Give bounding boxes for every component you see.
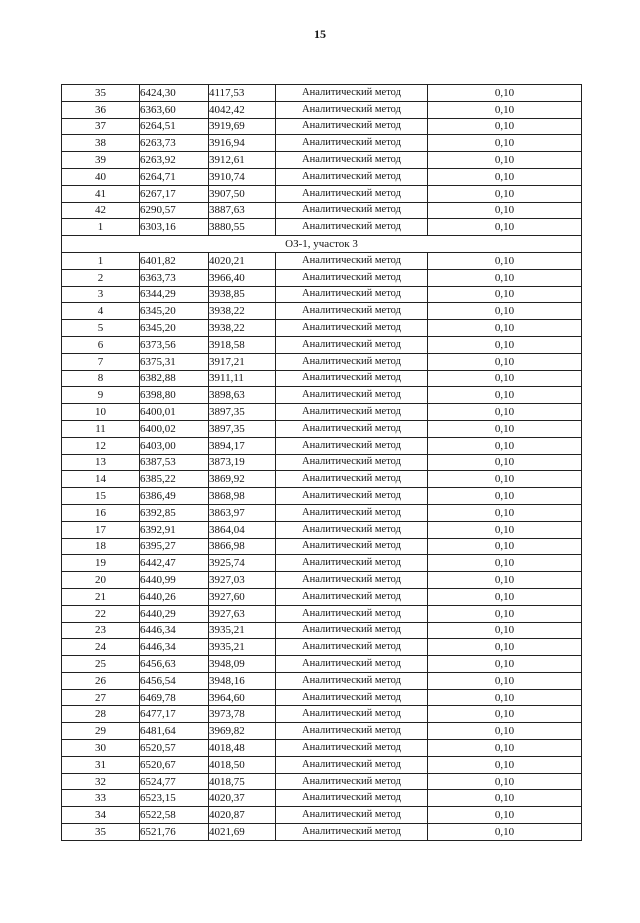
accuracy-cell: 0,10 xyxy=(428,118,582,135)
method-cell: Аналитический метод xyxy=(276,387,428,404)
point-number-cell: 28 xyxy=(62,706,140,723)
table-row xyxy=(62,471,582,488)
method-cell: Аналитический метод xyxy=(276,756,428,773)
x-coordinate-cell: 6398,80 xyxy=(140,387,209,404)
y-coordinate-cell: 3917,21 xyxy=(209,353,276,370)
accuracy-cell: 0,10 xyxy=(428,504,582,521)
x-coordinate-cell: 6440,26 xyxy=(140,588,209,605)
method-cell: Аналитический метод xyxy=(276,706,428,723)
y-coordinate-cell: 3938,22 xyxy=(209,320,276,337)
y-coordinate-cell: 3918,58 xyxy=(209,336,276,353)
x-coordinate-cell: 6446,34 xyxy=(140,622,209,639)
accuracy-cell: 0,10 xyxy=(428,336,582,353)
x-coordinate-cell: 6385,22 xyxy=(140,471,209,488)
point-number-cell: 33 xyxy=(62,790,140,807)
table-row xyxy=(62,437,582,454)
y-coordinate-cell: 3935,21 xyxy=(209,622,276,639)
x-coordinate-cell: 6424,30 xyxy=(140,85,209,102)
point-number-cell: 31 xyxy=(62,756,140,773)
table-row xyxy=(62,723,582,740)
table-row xyxy=(62,269,582,286)
table-row xyxy=(62,773,582,790)
table-row xyxy=(62,454,582,471)
page-number: 15 xyxy=(314,27,326,41)
table-row xyxy=(62,572,582,589)
method-cell: Аналитический метод xyxy=(276,639,428,656)
accuracy-cell: 0,10 xyxy=(428,706,582,723)
accuracy-cell: 0,10 xyxy=(428,639,582,656)
accuracy-cell: 0,10 xyxy=(428,252,582,269)
section-header-row xyxy=(62,236,582,253)
table-row xyxy=(62,588,582,605)
method-cell: Аналитический метод xyxy=(276,320,428,337)
x-coordinate-cell: 6442,47 xyxy=(140,555,209,572)
method-cell: Аналитический метод xyxy=(276,269,428,286)
table-row xyxy=(62,219,582,236)
table-row xyxy=(62,370,582,387)
point-number-cell: 35 xyxy=(62,85,140,102)
point-number-cell: 35 xyxy=(62,824,140,841)
accuracy-cell: 0,10 xyxy=(428,723,582,740)
x-coordinate-cell: 6520,67 xyxy=(140,756,209,773)
method-cell: Аналитический метод xyxy=(276,538,428,555)
point-number-cell: 36 xyxy=(62,101,140,118)
method-cell: Аналитический метод xyxy=(276,420,428,437)
accuracy-cell: 0,10 xyxy=(428,320,582,337)
y-coordinate-cell: 3948,09 xyxy=(209,656,276,673)
table-row xyxy=(62,185,582,202)
point-number-cell: 12 xyxy=(62,437,140,454)
table-row xyxy=(62,353,582,370)
table-row xyxy=(62,807,582,824)
y-coordinate-cell: 3869,92 xyxy=(209,471,276,488)
accuracy-cell: 0,10 xyxy=(428,471,582,488)
accuracy-cell: 0,10 xyxy=(428,353,582,370)
x-coordinate-cell: 6469,78 xyxy=(140,689,209,706)
point-number-cell: 3 xyxy=(62,286,140,303)
table-row xyxy=(62,336,582,353)
point-number-cell: 32 xyxy=(62,773,140,790)
accuracy-cell: 0,10 xyxy=(428,824,582,841)
x-coordinate-cell: 6522,58 xyxy=(140,807,209,824)
point-number-cell: 25 xyxy=(62,656,140,673)
x-coordinate-cell: 6373,56 xyxy=(140,336,209,353)
accuracy-cell: 0,10 xyxy=(428,538,582,555)
method-cell: Аналитический метод xyxy=(276,555,428,572)
table-row xyxy=(62,387,582,404)
point-number-cell: 38 xyxy=(62,135,140,152)
method-cell: Аналитический метод xyxy=(276,185,428,202)
point-number-cell: 30 xyxy=(62,740,140,757)
table-row xyxy=(62,152,582,169)
x-coordinate-cell: 6345,20 xyxy=(140,320,209,337)
accuracy-cell: 0,10 xyxy=(428,168,582,185)
point-number-cell: 2 xyxy=(62,269,140,286)
y-coordinate-cell: 3948,16 xyxy=(209,672,276,689)
point-number-cell: 22 xyxy=(62,605,140,622)
method-cell: Аналитический метод xyxy=(276,152,428,169)
x-coordinate-cell: 6523,15 xyxy=(140,790,209,807)
point-number-cell: 15 xyxy=(62,488,140,505)
table-row xyxy=(62,135,582,152)
point-number-cell: 13 xyxy=(62,454,140,471)
method-cell: Аналитический метод xyxy=(276,672,428,689)
x-coordinate-cell: 6344,29 xyxy=(140,286,209,303)
table-row xyxy=(62,756,582,773)
point-number-cell: 37 xyxy=(62,118,140,135)
accuracy-cell: 0,10 xyxy=(428,202,582,219)
coordinates-table xyxy=(61,84,582,841)
point-number-cell: 40 xyxy=(62,168,140,185)
table-body-section-3 xyxy=(62,252,582,840)
y-coordinate-cell: 3912,61 xyxy=(209,152,276,169)
accuracy-cell: 0,10 xyxy=(428,286,582,303)
x-coordinate-cell: 6263,73 xyxy=(140,135,209,152)
y-coordinate-cell: 3894,17 xyxy=(209,437,276,454)
point-number-cell: 1 xyxy=(62,252,140,269)
table-body-before-section xyxy=(62,85,582,236)
y-coordinate-cell: 3864,04 xyxy=(209,521,276,538)
point-number-cell: 26 xyxy=(62,672,140,689)
method-cell: Аналитический метод xyxy=(276,336,428,353)
accuracy-cell: 0,10 xyxy=(428,454,582,471)
method-cell: Аналитический метод xyxy=(276,740,428,757)
y-coordinate-cell: 3897,35 xyxy=(209,420,276,437)
table-row xyxy=(62,85,582,102)
method-cell: Аналитический метод xyxy=(276,303,428,320)
method-cell: Аналитический метод xyxy=(276,656,428,673)
table-row xyxy=(62,790,582,807)
table-row xyxy=(62,521,582,538)
point-number-cell: 9 xyxy=(62,387,140,404)
point-number-cell: 11 xyxy=(62,420,140,437)
point-number-cell: 23 xyxy=(62,622,140,639)
method-cell: Аналитический метод xyxy=(276,202,428,219)
point-number-cell: 10 xyxy=(62,404,140,421)
x-coordinate-cell: 6267,17 xyxy=(140,185,209,202)
point-number-cell: 4 xyxy=(62,303,140,320)
accuracy-cell: 0,10 xyxy=(428,740,582,757)
y-coordinate-cell: 3880,55 xyxy=(209,219,276,236)
accuracy-cell: 0,10 xyxy=(428,605,582,622)
x-coordinate-cell: 6303,16 xyxy=(140,219,209,236)
method-cell: Аналитический метод xyxy=(276,773,428,790)
y-coordinate-cell: 3873,19 xyxy=(209,454,276,471)
y-coordinate-cell: 3910,74 xyxy=(209,168,276,185)
point-number-cell: 5 xyxy=(62,320,140,337)
y-coordinate-cell: 3935,21 xyxy=(209,639,276,656)
accuracy-cell: 0,10 xyxy=(428,555,582,572)
accuracy-cell: 0,10 xyxy=(428,219,582,236)
accuracy-cell: 0,10 xyxy=(428,790,582,807)
point-number-cell: 27 xyxy=(62,689,140,706)
point-number-cell: 16 xyxy=(62,504,140,521)
x-coordinate-cell: 6290,57 xyxy=(140,202,209,219)
method-cell: Аналитический метод xyxy=(276,622,428,639)
point-number-cell: 17 xyxy=(62,521,140,538)
method-cell: Аналитический метод xyxy=(276,488,428,505)
y-coordinate-cell: 3966,40 xyxy=(209,269,276,286)
x-coordinate-cell: 6345,20 xyxy=(140,303,209,320)
y-coordinate-cell: 3964,60 xyxy=(209,689,276,706)
x-coordinate-cell: 6401,82 xyxy=(140,252,209,269)
x-coordinate-cell: 6521,76 xyxy=(140,824,209,841)
y-coordinate-cell: 3927,60 xyxy=(209,588,276,605)
accuracy-cell: 0,10 xyxy=(428,488,582,505)
table-row xyxy=(62,672,582,689)
accuracy-cell: 0,10 xyxy=(428,370,582,387)
method-cell: Аналитический метод xyxy=(276,807,428,824)
table-row xyxy=(62,420,582,437)
method-cell: Аналитический метод xyxy=(276,588,428,605)
section-header-body xyxy=(62,236,582,253)
table-row xyxy=(62,118,582,135)
accuracy-cell: 0,10 xyxy=(428,420,582,437)
x-coordinate-cell: 6363,60 xyxy=(140,101,209,118)
point-number-cell: 20 xyxy=(62,572,140,589)
x-coordinate-cell: 6456,54 xyxy=(140,672,209,689)
method-cell: Аналитический метод xyxy=(276,370,428,387)
point-number-cell: 7 xyxy=(62,353,140,370)
table-row xyxy=(62,252,582,269)
x-coordinate-cell: 6395,27 xyxy=(140,538,209,555)
method-cell: Аналитический метод xyxy=(276,353,428,370)
table-row xyxy=(62,320,582,337)
y-coordinate-cell: 4042,42 xyxy=(209,101,276,118)
x-coordinate-cell: 6456,63 xyxy=(140,656,209,673)
accuracy-cell: 0,10 xyxy=(428,773,582,790)
method-cell: Аналитический метод xyxy=(276,101,428,118)
accuracy-cell: 0,10 xyxy=(428,135,582,152)
x-coordinate-cell: 6392,91 xyxy=(140,521,209,538)
y-coordinate-cell: 3969,82 xyxy=(209,723,276,740)
accuracy-cell: 0,10 xyxy=(428,152,582,169)
table-row xyxy=(62,656,582,673)
x-coordinate-cell: 6400,01 xyxy=(140,404,209,421)
point-number-cell: 6 xyxy=(62,336,140,353)
y-coordinate-cell: 4018,50 xyxy=(209,756,276,773)
y-coordinate-cell: 3919,69 xyxy=(209,118,276,135)
point-number-cell: 1 xyxy=(62,219,140,236)
accuracy-cell: 0,10 xyxy=(428,656,582,673)
y-coordinate-cell: 4020,87 xyxy=(209,807,276,824)
method-cell: Аналитический метод xyxy=(276,252,428,269)
x-coordinate-cell: 6446,34 xyxy=(140,639,209,656)
accuracy-cell: 0,10 xyxy=(428,303,582,320)
table-row xyxy=(62,622,582,639)
table-row xyxy=(62,504,582,521)
method-cell: Аналитический метод xyxy=(276,118,428,135)
table-row xyxy=(62,639,582,656)
table-row xyxy=(62,605,582,622)
table-row xyxy=(62,168,582,185)
x-coordinate-cell: 6387,53 xyxy=(140,454,209,471)
accuracy-cell: 0,10 xyxy=(428,404,582,421)
x-coordinate-cell: 6403,00 xyxy=(140,437,209,454)
method-cell: Аналитический метод xyxy=(276,504,428,521)
point-number-cell: 41 xyxy=(62,185,140,202)
table-row xyxy=(62,740,582,757)
y-coordinate-cell: 3938,85 xyxy=(209,286,276,303)
table-row xyxy=(62,555,582,572)
table-row xyxy=(62,824,582,841)
table-row xyxy=(62,488,582,505)
point-number-cell: 39 xyxy=(62,152,140,169)
method-cell: Аналитический метод xyxy=(276,135,428,152)
method-cell: Аналитический метод xyxy=(276,723,428,740)
y-coordinate-cell: 4020,21 xyxy=(209,252,276,269)
accuracy-cell: 0,10 xyxy=(428,672,582,689)
x-coordinate-cell: 6520,57 xyxy=(140,740,209,757)
x-coordinate-cell: 6477,17 xyxy=(140,706,209,723)
method-cell: Аналитический метод xyxy=(276,824,428,841)
y-coordinate-cell: 4018,48 xyxy=(209,740,276,757)
point-number-cell: 24 xyxy=(62,639,140,656)
y-coordinate-cell: 3866,98 xyxy=(209,538,276,555)
point-number-cell: 42 xyxy=(62,202,140,219)
y-coordinate-cell: 3868,98 xyxy=(209,488,276,505)
point-number-cell: 34 xyxy=(62,807,140,824)
accuracy-cell: 0,10 xyxy=(428,521,582,538)
x-coordinate-cell: 6382,88 xyxy=(140,370,209,387)
x-coordinate-cell: 6392,85 xyxy=(140,504,209,521)
y-coordinate-cell: 3927,03 xyxy=(209,572,276,589)
x-coordinate-cell: 6481,64 xyxy=(140,723,209,740)
y-coordinate-cell: 3938,22 xyxy=(209,303,276,320)
point-number-cell: 18 xyxy=(62,538,140,555)
table-row xyxy=(62,404,582,421)
table-row xyxy=(62,689,582,706)
x-coordinate-cell: 6440,99 xyxy=(140,572,209,589)
x-coordinate-cell: 6264,71 xyxy=(140,168,209,185)
y-coordinate-cell: 3897,35 xyxy=(209,404,276,421)
method-cell: Аналитический метод xyxy=(276,521,428,538)
accuracy-cell: 0,10 xyxy=(428,756,582,773)
y-coordinate-cell: 4020,37 xyxy=(209,790,276,807)
table-row xyxy=(62,303,582,320)
accuracy-cell: 0,10 xyxy=(428,269,582,286)
point-number-cell: 14 xyxy=(62,471,140,488)
accuracy-cell: 0,10 xyxy=(428,387,582,404)
y-coordinate-cell: 3887,63 xyxy=(209,202,276,219)
method-cell: Аналитический метод xyxy=(276,605,428,622)
y-coordinate-cell: 3925,74 xyxy=(209,555,276,572)
accuracy-cell: 0,10 xyxy=(428,807,582,824)
accuracy-cell: 0,10 xyxy=(428,622,582,639)
y-coordinate-cell: 3927,63 xyxy=(209,605,276,622)
accuracy-cell: 0,10 xyxy=(428,85,582,102)
x-coordinate-cell: 6524,77 xyxy=(140,773,209,790)
accuracy-cell: 0,10 xyxy=(428,572,582,589)
y-coordinate-cell: 3911,11 xyxy=(209,370,276,387)
y-coordinate-cell: 4021,69 xyxy=(209,824,276,841)
method-cell: Аналитический метод xyxy=(276,689,428,706)
accuracy-cell: 0,10 xyxy=(428,101,582,118)
accuracy-cell: 0,10 xyxy=(428,588,582,605)
table-row xyxy=(62,101,582,118)
method-cell: Аналитический метод xyxy=(276,286,428,303)
x-coordinate-cell: 6263,92 xyxy=(140,152,209,169)
x-coordinate-cell: 6363,73 xyxy=(140,269,209,286)
x-coordinate-cell: 6386,49 xyxy=(140,488,209,505)
method-cell: Аналитический метод xyxy=(276,790,428,807)
method-cell: Аналитический метод xyxy=(276,219,428,236)
method-cell: Аналитический метод xyxy=(276,168,428,185)
point-number-cell: 29 xyxy=(62,723,140,740)
y-coordinate-cell: 3916,94 xyxy=(209,135,276,152)
table-row xyxy=(62,202,582,219)
y-coordinate-cell: 3863,97 xyxy=(209,504,276,521)
y-coordinate-cell: 4117,53 xyxy=(209,85,276,102)
method-cell: Аналитический метод xyxy=(276,437,428,454)
y-coordinate-cell: 3898,63 xyxy=(209,387,276,404)
x-coordinate-cell: 6400,02 xyxy=(140,420,209,437)
x-coordinate-cell: 6440,29 xyxy=(140,605,209,622)
point-number-cell: 8 xyxy=(62,370,140,387)
method-cell: Аналитический метод xyxy=(276,572,428,589)
accuracy-cell: 0,10 xyxy=(428,185,582,202)
y-coordinate-cell: 3973,78 xyxy=(209,706,276,723)
x-coordinate-cell: 6375,31 xyxy=(140,353,209,370)
method-cell: Аналитический метод xyxy=(276,404,428,421)
accuracy-cell: 0,10 xyxy=(428,437,582,454)
x-coordinate-cell: 6264,51 xyxy=(140,118,209,135)
table-row xyxy=(62,538,582,555)
point-number-cell: 21 xyxy=(62,588,140,605)
point-number-cell: 19 xyxy=(62,555,140,572)
y-coordinate-cell: 3907,50 xyxy=(209,185,276,202)
method-cell: Аналитический метод xyxy=(276,454,428,471)
y-coordinate-cell: 4018,75 xyxy=(209,773,276,790)
method-cell: Аналитический метод xyxy=(276,471,428,488)
table-row xyxy=(62,286,582,303)
method-cell: Аналитический метод xyxy=(276,85,428,102)
table-row xyxy=(62,706,582,723)
accuracy-cell: 0,10 xyxy=(428,689,582,706)
section-title: ОЗ-1, участок 3 xyxy=(62,236,582,253)
